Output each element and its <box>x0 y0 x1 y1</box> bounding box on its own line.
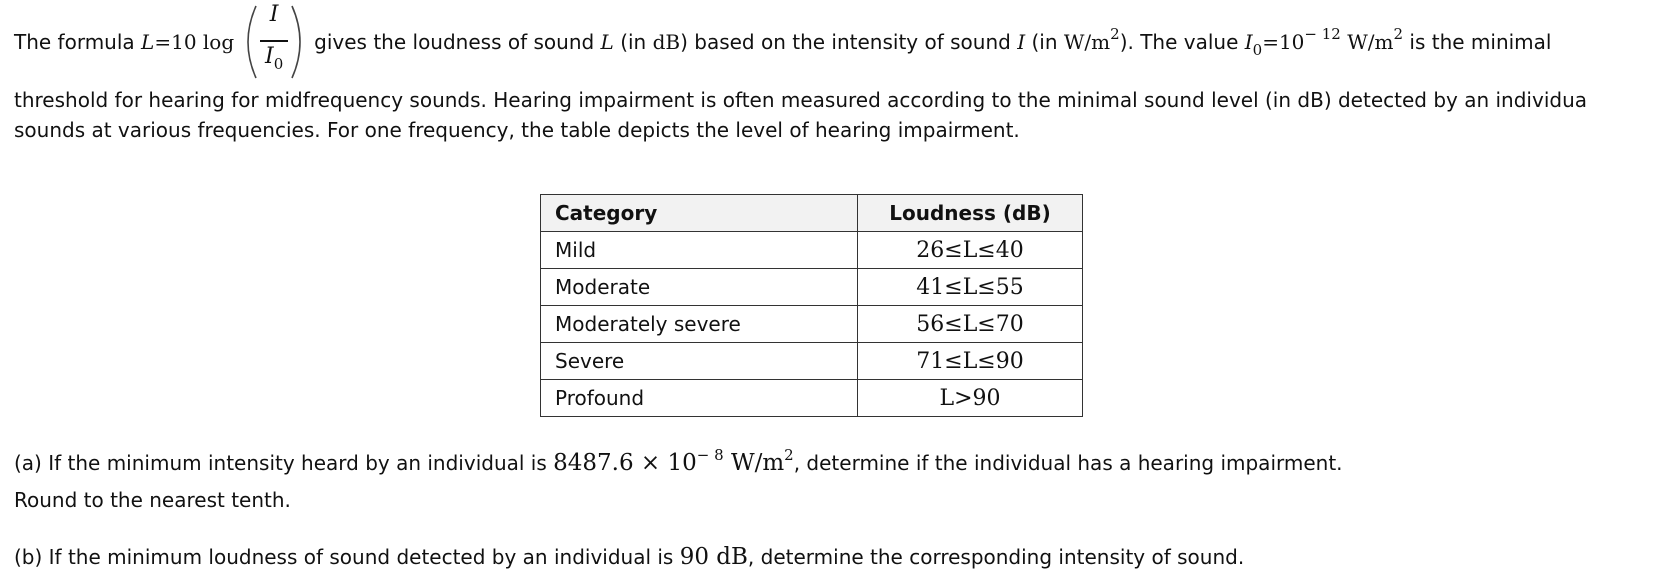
formula-log: log <box>202 30 235 54</box>
intro-text-7: is the minimal <box>1409 30 1552 54</box>
cell-range: L>90 <box>858 380 1083 417</box>
question-b <box>14 544 1244 570</box>
intro-line-3: sounds at various frequencies. For one frequency, the table depicts the level of hearing impairment. <box>14 118 1020 142</box>
i0-expression: $I_0=10^{- 12}$ $W/m^2$ <box>1244 25 1404 59</box>
fraction-bar <box>260 40 288 42</box>
formula-equals: = <box>154 30 172 54</box>
cell-category: Mild <box>541 232 858 269</box>
table-row <box>541 343 1083 380</box>
cell-range: 71≤L≤90 <box>858 343 1083 380</box>
table-row <box>541 232 1083 269</box>
question-b-text-2: , determine the corresponding intensity of sound. <box>747 545 1245 569</box>
header-loudness: Loudness (dB) <box>858 195 1083 232</box>
intro-text-2: gives the loudness of sound <box>314 30 595 54</box>
cell-range: 26≤L≤40 <box>858 232 1083 269</box>
question-b-text-1: (b) If the minimum loudness of sound detected by an individual is <box>14 545 674 569</box>
question-a <box>14 446 1343 476</box>
cell-category: Severe <box>541 343 858 380</box>
intro-text-6: ). The value <box>1119 30 1239 54</box>
formula-coefficient: 10 <box>171 30 197 54</box>
var-L: L <box>600 30 614 54</box>
intro-line-1 <box>14 0 1551 84</box>
formula-fraction <box>238 0 310 84</box>
table-row <box>541 380 1083 417</box>
intro-text-3: (in <box>620 30 647 54</box>
unit-dB: dB <box>652 30 681 54</box>
table-row <box>541 269 1083 306</box>
unit-wm: $W/m^2$ <box>1063 25 1120 54</box>
intro-text-1: The formula <box>14 30 135 54</box>
hearing-impairment-table <box>540 194 1083 417</box>
cell-range: 56≤L≤70 <box>858 306 1083 343</box>
fraction-denominator: $I_0$ <box>265 44 284 73</box>
question-a-text-1: (a) If the minimum intensity heard by an individual is <box>14 451 547 475</box>
question-a-text-2: , determine if the individual has a hearing impairment. <box>793 451 1343 475</box>
question-a-value: $8487.6 \times 10^{- 8}$ $W/m^2$ <box>553 446 794 476</box>
formula-lhs: L <box>141 30 155 54</box>
question-a-instruction: Round to the nearest tenth. <box>14 488 291 512</box>
table-header-row <box>541 195 1083 232</box>
question-b-value: 90 dB <box>679 544 748 570</box>
intro-text-4: ) based on the intensity of sound <box>680 30 1011 54</box>
table-row <box>541 306 1083 343</box>
cell-range: 41≤L≤55 <box>858 269 1083 306</box>
cell-category: Moderate <box>541 269 858 306</box>
intro-line-2: threshold for hearing for midfrequency sounds. Hearing impairment is often measured according to the minimal sound level (in dB) detected by an individua <box>14 88 1587 112</box>
cell-category: Profound <box>541 380 858 417</box>
cell-category: Moderately severe <box>541 306 858 343</box>
header-category: Category <box>541 195 858 232</box>
fraction-numerator: I <box>269 2 279 27</box>
intro-text-5: (in <box>1031 30 1058 54</box>
var-I: I <box>1017 30 1026 54</box>
